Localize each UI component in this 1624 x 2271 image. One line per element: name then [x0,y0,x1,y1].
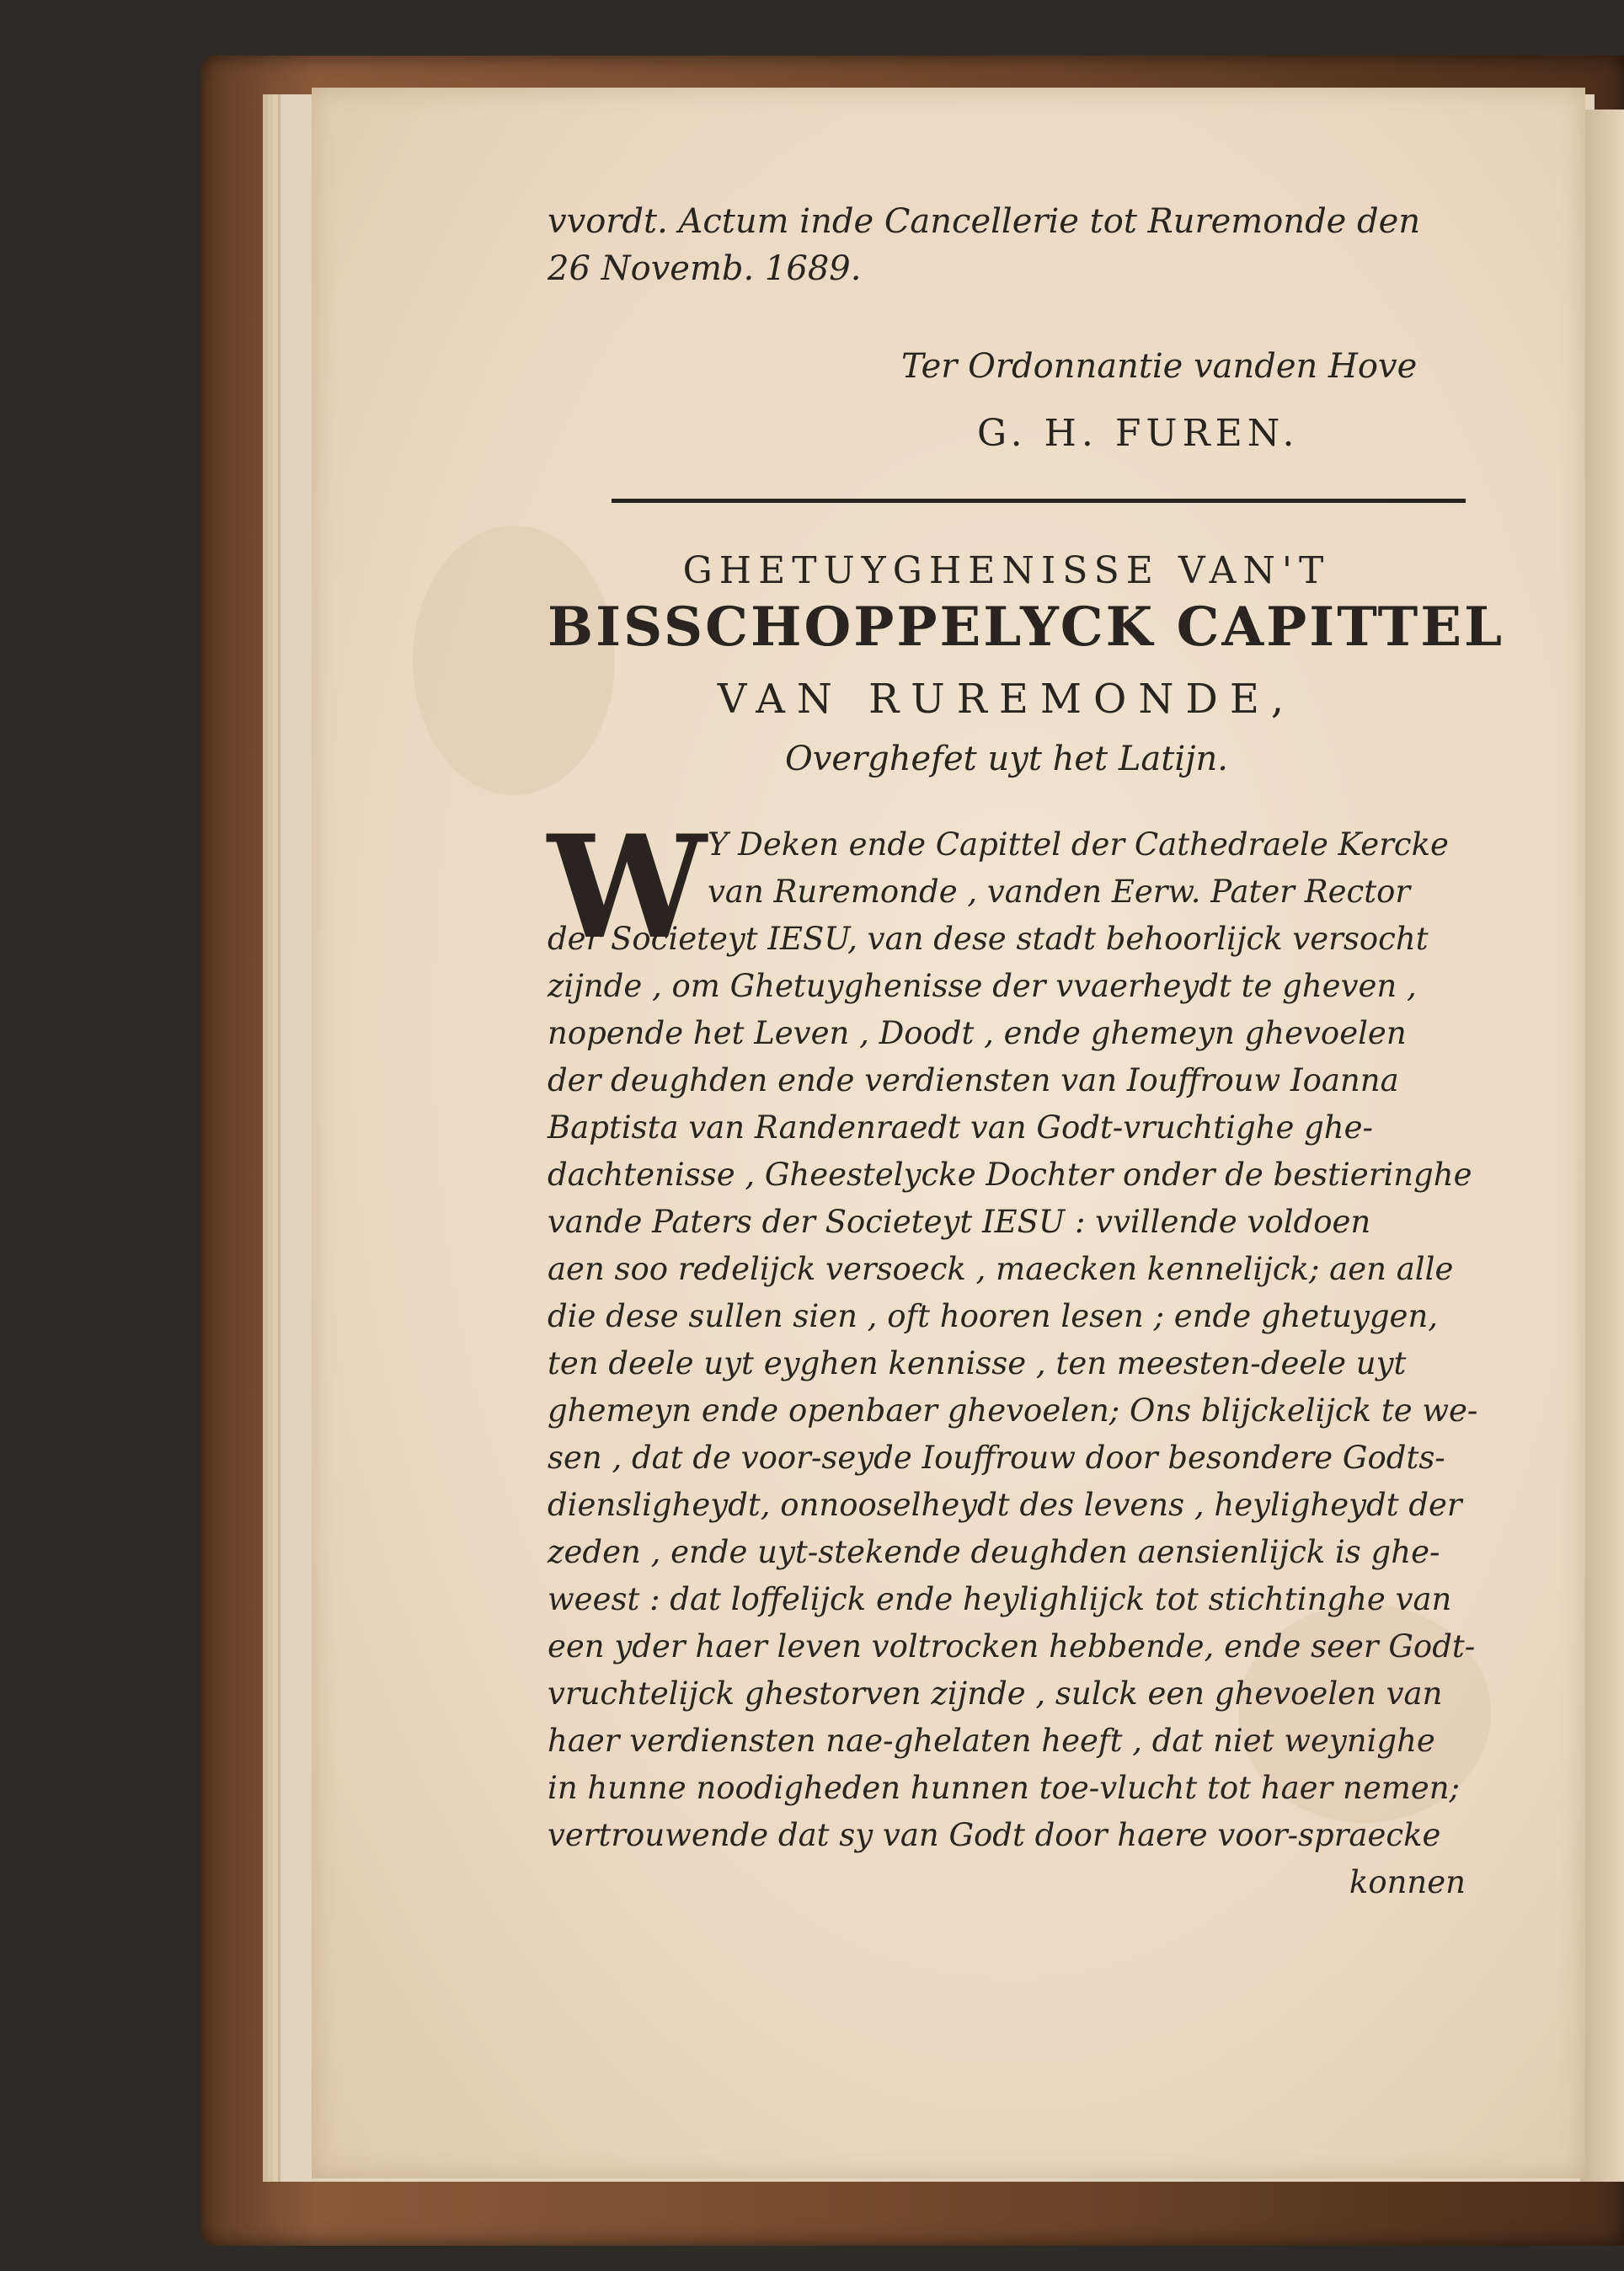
title-line-2: BISSCHOPPELYCK CAPITTEL [548,596,1504,659]
title-line-1: GHETUYGHENISSE VAN'T [682,549,1331,592]
body-line: vertrouwende dat sy van Godt door haere voor-spraecke [548,1817,1441,1853]
body-line: haer verdiensten nae-ghelaten heeft , dat niet weynighe [548,1723,1435,1759]
body-line: zeden , ende uyt-stekende deughden aensienlijck is ghe- [548,1534,1440,1570]
body-line: vruchtelijck ghestorven zijnde , sulck een ghevoelen van [548,1675,1443,1712]
body-line: ten deele uyt eyghen kennisse , ten meesten-deele uyt [548,1345,1407,1381]
body-line: sen , dat de voor-seyde Iouffrouw door besondere Godts- [548,1440,1445,1476]
title-line-3: VAN RUREMONDE, [717,676,1296,723]
facing-page-edge [1580,110,1624,2182]
catchword: konnen [1349,1864,1466,1900]
body-line: die dese sullen sien , oft hooren lesen ; ende ghetuygen, [548,1298,1439,1334]
body-line: aen soo redelijck versoeck , maecken kennelijck; aen alle [548,1251,1454,1287]
body-line: zijnde , om Ghetuyghenisse der vvaerheydt te gheven , [548,968,1417,1004]
body-line: een yder haer leven voltrocken hebbende, ende seer Godt- [548,1628,1476,1665]
body-line: Baptista van Randenraedt van Godt-vruchtighe ghe- [548,1109,1374,1146]
ordinance-line: Ter Ordonnantie vanden Hove [901,347,1418,386]
signature: G. H. FUREN. [977,412,1300,455]
body-line: dachtenisse , Gheestelycke Dochter onder de bestieringhe [548,1157,1472,1193]
subtitle: Overghefet uyt het Latijn. [784,740,1228,778]
body-line: der deughden ende verdiensten van Iouffrouw Ioanna [548,1062,1399,1098]
drop-cap: W [548,804,707,970]
body-line: der Societeyt IESU, van dese stadt behoorlijck versocht [548,921,1429,957]
body-line: nopende het Leven , Doodt , ende ghemeyn ghevoelen [548,1015,1407,1051]
body-line: weest : dat loffelijck ende heylighlijck tot stichtinghe van [548,1581,1452,1617]
body-line: in hunne noodigheden hunnen toe-vlucht tot haer nemen; [548,1770,1460,1806]
body-line: vande Paters der Societeyt IESU : vvillende voldoen [548,1204,1371,1240]
body-line: ghemeyn ende openbaer ghevoelen; Ons blijckelijck te we- [548,1392,1478,1429]
body-line: Y Deken ende Capittel der Cathedraele Kercke [708,826,1449,863]
header-line: vvordt. Actum inde Cancellerie tot Ruremonde den [548,202,1421,241]
divider-rule [612,499,1466,503]
body-line: van Ruremonde , vanden Eerw. Pater Rector [708,874,1411,910]
header-line: 26 Novemb. 1689. [548,249,862,288]
body-line: diensligheydt, onnooselheydt des levens , heyligheydt der [548,1487,1462,1523]
